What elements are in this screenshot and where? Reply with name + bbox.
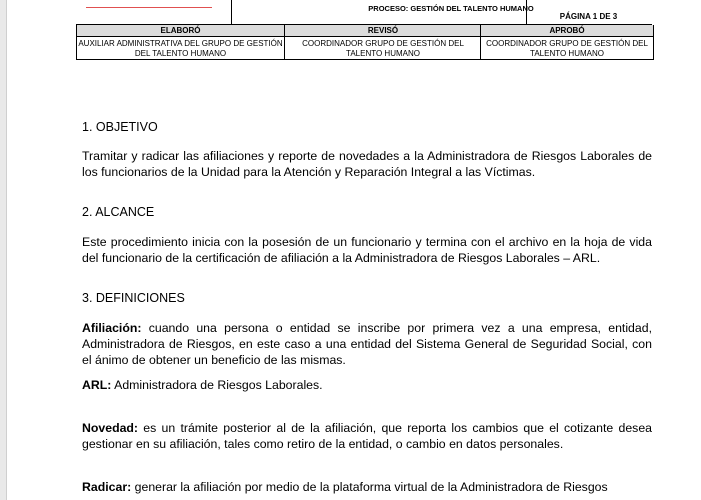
column-value: COORDINADOR GRUPO DE GESTIÓN DEL TALENTO HUMANO	[486, 39, 648, 58]
page-edge	[0, 0, 7, 500]
section-title-definiciones: 3. DEFINICIONES	[82, 291, 185, 305]
definition-text: generar la afiliación por medio de la plataforma virtual de la Administradora de Riesgos	[131, 480, 608, 494]
section-title-objetivo: 1. OBJETIVO	[82, 120, 158, 134]
alcance-text: Este procedimiento inicia con la posesión de un funcionario y termina con el archivo en la hoja de vida del funcionario de la certificación de afiliación a la Administradora de Riesgos Laborales – ARL.	[82, 235, 652, 265]
column-title: REVISÓ	[285, 25, 481, 37]
definition-term: Novedad:	[82, 421, 139, 435]
column-aprobo	[480, 25, 653, 59]
column-reviso	[284, 25, 481, 59]
definition-text: es un trámite posterior al de la afiliación, que reporta los cambios que el cotizante desea gestionar en su afiliación, tales como retiro de la entidad, o cambio en datos personales.	[82, 421, 652, 451]
definition-text: Administradora de Riesgos Laborales.	[111, 378, 323, 392]
column-title: ELABORÓ	[77, 25, 284, 37]
header-red-line	[86, 7, 212, 8]
definition-novedad	[82, 420, 652, 452]
process-title: PROCESO: GESTIÓN DEL TALENTO HUMANO	[368, 4, 534, 13]
page-number: PÁGINA 1 DE 3	[559, 12, 618, 21]
definition-afiliacion	[82, 320, 652, 368]
column-value: AUXILIAR ADMINISTRATIVA DEL GRUPO DE GESTIÓN DEL TALENTO HUMANO	[78, 39, 283, 58]
document-header	[76, 0, 652, 60]
section-title-alcance: 2. ALCANCE	[82, 205, 155, 219]
header-divider	[231, 0, 232, 24]
approval-table	[76, 25, 654, 60]
definition-radicar	[82, 479, 652, 495]
definition-term: Radicar:	[82, 480, 132, 494]
definition-term: ARL:	[82, 378, 112, 392]
column-elaboro	[77, 25, 284, 59]
definition-text: cuando una persona o entidad se inscribe por primera vez a una empresa, entidad, Administradora de Riesgos, en este caso a una entidad del Sistema General de Seguridad Social, con el ánimo de obtener un beneficio de las mismas.	[82, 321, 652, 367]
definition-term: Afiliación:	[82, 321, 142, 335]
header-top-row	[76, 0, 652, 25]
column-title: APROBÓ	[481, 25, 653, 37]
column-value: COORDINADOR GRUPO DE GESTIÓN DEL TALENTO HUMANO	[302, 39, 464, 58]
definition-arl	[82, 377, 652, 393]
objetivo-text: Tramitar y radicar las afiliaciones y reporte de novedades a la Administradora de Riesgos Laborales de los funcionarios de la Unidad para la Atención y Reparación Integral a las Víctimas.	[82, 149, 652, 179]
